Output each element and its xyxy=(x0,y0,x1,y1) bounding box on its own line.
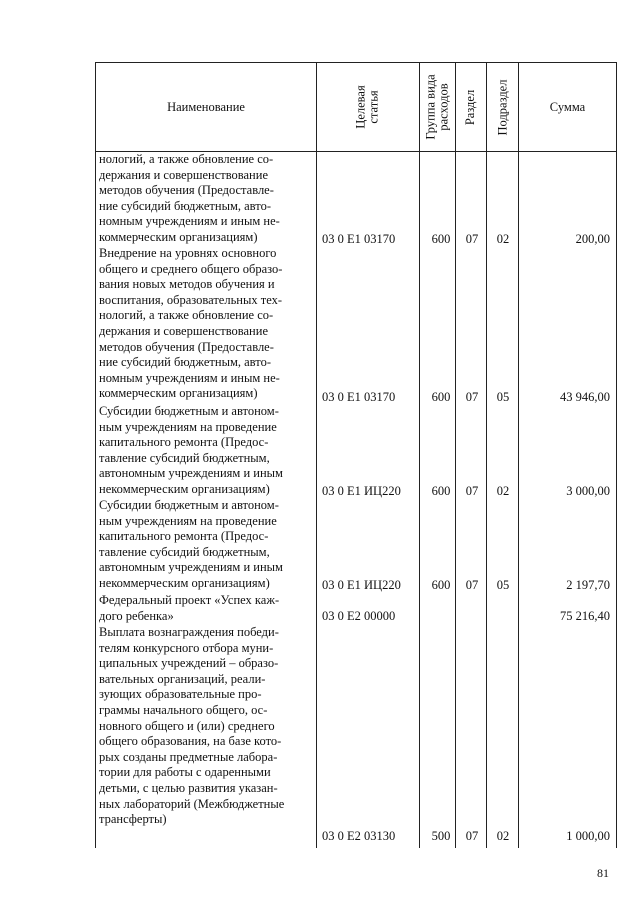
row-target-article: 03 0 E1 03170 xyxy=(322,390,396,404)
row-name-line: держания и совершенствование xyxy=(99,323,268,338)
row-name-line: ние субсидий бюджетным, авто- xyxy=(99,198,271,213)
row-sum: 75 216,40 xyxy=(560,609,610,623)
column-divider xyxy=(518,62,519,848)
row-sum: 43 946,00 xyxy=(560,390,610,404)
row-name-line: капитального ремонта (Предос- xyxy=(99,435,269,450)
row-expense-group: 500 xyxy=(431,829,451,843)
row-target-article: 03 0 E2 00000 xyxy=(322,609,396,623)
row-name-line: детьми, с целью развития указан- xyxy=(99,780,278,795)
row-name-line: воспитания, образовательных тех- xyxy=(99,292,283,307)
header-section-label: Раздел xyxy=(463,89,478,125)
row-sum: 3 000,00 xyxy=(566,484,610,498)
row-name-line: вания новых методов обучения и xyxy=(99,277,275,292)
column-divider xyxy=(455,62,456,848)
row-name-line: тории для работы с одаренными xyxy=(99,765,271,780)
column-divider xyxy=(419,62,420,848)
row-name-line: некоммерческим организациям) xyxy=(99,481,270,496)
row-sum: 1 000,00 xyxy=(566,829,610,843)
row-name-line: вательных организаций, реали- xyxy=(99,671,266,686)
row-name-line: ципальных учреждений – образо- xyxy=(99,656,279,671)
row-name xyxy=(99,246,312,402)
column-divider xyxy=(486,62,487,848)
row-name-line: Субсидии бюджетным и автоном- xyxy=(99,404,279,418)
header-section xyxy=(456,63,486,151)
header-sum-label: Сумма xyxy=(549,99,586,114)
row-section: 07 xyxy=(465,232,479,246)
row-name xyxy=(99,593,312,624)
row-name-line: ных лабораторий (Межбюджетные xyxy=(99,796,285,811)
row-section: 07 xyxy=(465,390,479,404)
header-target-article xyxy=(317,63,419,151)
row-name-line: номным учреждениям и иным не- xyxy=(99,370,280,385)
row-name-line: автономным учреждениям и иным xyxy=(99,466,283,481)
row-sum: 200,00 xyxy=(575,232,610,246)
header-name-label: Наименование xyxy=(167,99,245,114)
row-name-line: тавление субсидий бюджетным, xyxy=(99,544,270,559)
row-name-line: нологий, а также обновление со- xyxy=(99,152,274,166)
row-section: 07 xyxy=(465,829,479,843)
row-expense-group: 600 xyxy=(431,232,451,246)
row-name-line: новного общего и (или) среднего xyxy=(99,718,275,733)
row-subsection: 02 xyxy=(496,232,510,246)
row-name-line: капитального ремонта (Предос- xyxy=(99,529,269,544)
header-group-line1: Группа вида xyxy=(423,74,438,140)
row-name-line: держания и совершенствование xyxy=(99,167,268,182)
row-name-line: тавление субсидий бюджетным, xyxy=(99,450,270,465)
budget-table xyxy=(95,62,617,848)
row-name xyxy=(99,498,312,592)
row-subsection: 05 xyxy=(496,578,510,592)
row-target-article: 03 0 E1 03170 xyxy=(322,232,396,246)
row-name xyxy=(99,404,312,498)
row-name-line: ным учреждениям на проведение xyxy=(99,419,277,434)
row-sum: 2 197,70 xyxy=(566,578,610,592)
row-name-line: ние субсидий бюджетным, авто- xyxy=(99,355,271,370)
row-name-line: Федеральный проект «Успех каж- xyxy=(99,593,280,607)
row-subsection: 02 xyxy=(496,829,510,843)
row-name-line: коммерческим организациям) xyxy=(99,386,258,401)
row-name xyxy=(99,152,312,246)
row-name-line: автономным учреждениям и иным xyxy=(99,560,283,575)
row-target-article: 03 0 E2 03130 xyxy=(322,829,396,843)
column-divider xyxy=(316,62,317,848)
row-name-line: общего образования, на базе кото- xyxy=(99,734,282,749)
header-sum xyxy=(519,63,616,151)
row-name-line: рых созданы предметные лабора- xyxy=(99,749,278,764)
row-name-line: ным учреждениям на проведение xyxy=(99,513,277,528)
row-section: 07 xyxy=(465,484,479,498)
row-expense-group: 600 xyxy=(431,484,451,498)
header-target-line1: Целевая xyxy=(354,85,368,129)
row-name-line: граммы начального общего, ос- xyxy=(99,702,268,717)
row-name-line: зующих образовательные про- xyxy=(99,687,262,702)
row-name-line: некоммерческим организациям) xyxy=(99,575,270,590)
row-target-article: 03 0 E1 ИЦ220 xyxy=(322,484,401,498)
row-name-line: Внедрение на уровнях основного xyxy=(99,246,277,260)
row-name-line: Субсидии бюджетным и автоном- xyxy=(99,498,279,512)
header-subsection xyxy=(487,63,518,151)
row-name-line: телям конкурсного отбора муни- xyxy=(99,640,274,655)
row-subsection: 05 xyxy=(496,390,510,404)
row-section: 07 xyxy=(465,578,479,592)
row-name-line: номным учреждениям и иным не- xyxy=(99,214,280,229)
row-name-line: нологий, а также обновление со- xyxy=(99,308,274,323)
row-name-line: дого ребенка» xyxy=(99,608,174,623)
row-name-line: трансферты) xyxy=(99,812,167,827)
page-number: 81 xyxy=(597,866,609,880)
row-target-article: 03 0 E1 ИЦ220 xyxy=(322,578,401,592)
row-expense-group: 600 xyxy=(431,390,451,404)
header-target-line2: статья xyxy=(367,90,381,124)
row-name-line: методов обучения (Предоставле- xyxy=(99,183,274,198)
row-name-line: коммерческим организациям) xyxy=(99,229,258,244)
header-expense-group xyxy=(420,63,455,151)
header-name xyxy=(96,63,316,151)
header-subsection-label: Подраздел xyxy=(495,79,509,135)
row-name-line: общего и среднего общего образо- xyxy=(99,261,283,276)
header-group-line2: расходов xyxy=(436,83,451,131)
row-name-line: Выплата вознаграждения победи- xyxy=(99,625,279,639)
row-name-line: методов обучения (Предоставле- xyxy=(99,339,274,354)
row-subsection: 02 xyxy=(496,484,510,498)
row-name xyxy=(99,625,312,828)
row-expense-group: 600 xyxy=(431,578,451,592)
table-header xyxy=(96,62,616,152)
